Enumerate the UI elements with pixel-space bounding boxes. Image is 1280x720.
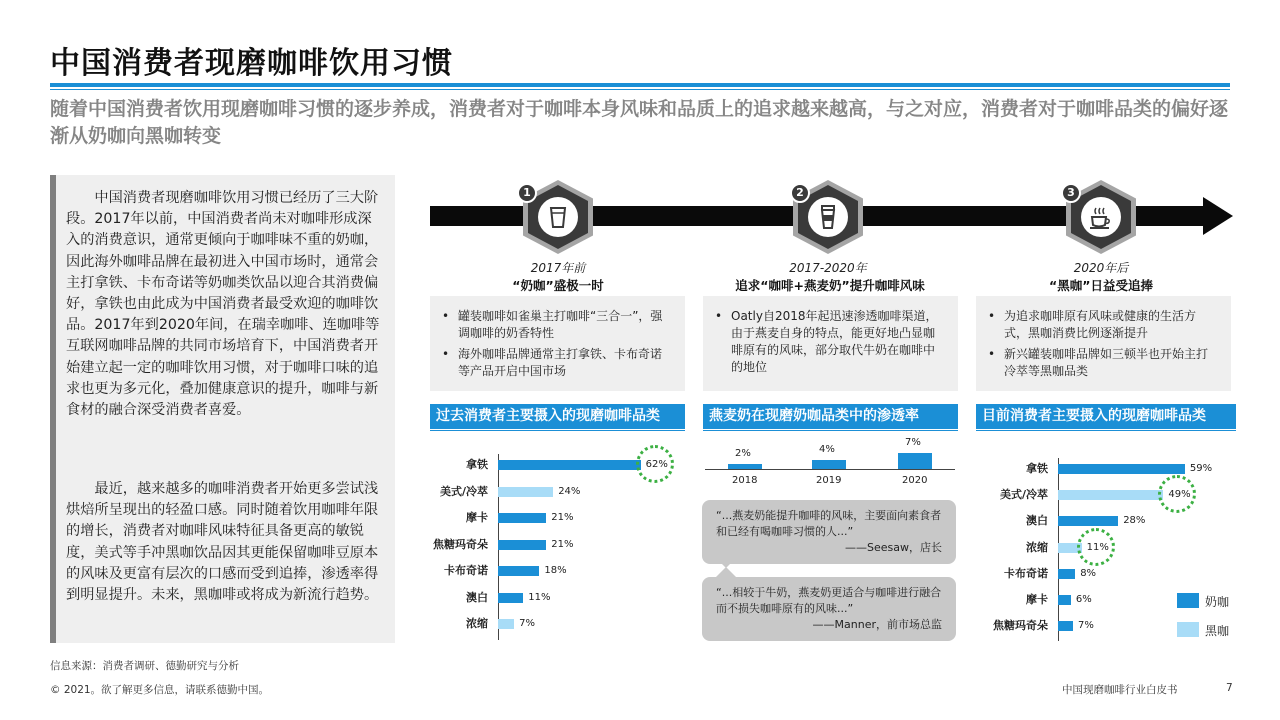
now-category-label: 拿铁 — [1026, 462, 1048, 475]
phase-1-bullet: • 罐装咖啡如雀巢主打咖啡“三合一”，强调咖啡的奶香特性 — [440, 308, 673, 342]
title-rule — [50, 83, 1230, 87]
step-badge-2: 2 — [790, 183, 810, 203]
phase-3-bullet: • 新兴罐装咖啡品牌如三顿半也开始主打冷萃等黑咖品类 — [986, 346, 1219, 380]
page-number: 7 — [1226, 682, 1233, 694]
title-rule-thin — [50, 89, 1230, 90]
legend-label-black: 黑咖 — [1205, 624, 1230, 638]
step-badge-1: 1 — [517, 183, 537, 203]
past-value-label: 18% — [544, 565, 567, 576]
past-category-label: 澳白 — [466, 590, 488, 604]
past-chart-heading: 过去消费者主要摄入的现磨咖啡品类 — [430, 404, 685, 429]
now-bar — [1058, 490, 1163, 500]
past-bar — [498, 487, 553, 497]
past-category-label: 焦糖玛奇朵 — [433, 537, 488, 551]
phase-2-box — [703, 296, 958, 391]
document-title: 中国现磨咖啡行业白皮书 — [1062, 684, 1178, 696]
oat-bar — [812, 460, 846, 469]
past-bar — [498, 619, 514, 629]
oat-bar — [728, 464, 762, 469]
quote-source: ——Seesaw，店长 — [845, 541, 942, 554]
now-category-label: 澳白 — [1026, 514, 1048, 528]
quote-manner — [702, 577, 956, 641]
quote-text: “...燕麦奶能提升咖啡的风味，主要面向素食者和已经有喝咖啡习惯的人...” — [716, 509, 942, 538]
past-bar — [498, 460, 641, 470]
now-value-label: 28% — [1123, 515, 1146, 527]
now-bar — [1058, 464, 1185, 474]
now-chart-heading: 目前消费者主要摄入的现磨咖啡品类 — [976, 404, 1236, 429]
cup-icon — [538, 197, 578, 237]
page-subtitle: 随着中国消费者饮用现磨咖啡习惯的逐步养成，消费者对于咖啡本身风味和品质上的追求越来越高，与之对应，消费者对于咖啡品类的偏好逐渐从奶咖向黑咖转变 — [50, 98, 1229, 147]
past-category-label: 卡布奇诺 — [444, 564, 488, 577]
past-bar — [498, 513, 546, 523]
phase-3-bullet: • 为追求咖啡原有风味或健康的生活方式，黑咖消费比例逐渐提升 — [986, 308, 1219, 342]
legend-swatch-milk — [1177, 593, 1199, 608]
phase-2-year: 2017-2020年 — [789, 261, 867, 275]
narrative-paragraph-1: 中国消费者现磨咖啡饮用习惯已经历了三大阶段。2017年以前，中国消费者尚未对咖啡形成深入的消费意识，通常更倾向于咖啡味不重的奶咖，因此海外咖啡品牌在最初进入中国市场时，通常会主打拿铁、卡布奇诺等奶咖类饮品以迎合其消费偏好，拿铁也由此成为中国消费者最受欢迎的咖啡饮品。2017年到2020年间，在瑞幸咖啡、连咖啡等互联网咖啡品牌的共同市场培育下，中国消费者开始建立起一定的咖啡饮用习惯，对于咖啡口味的追求也更为多元化，叠加健康意识的提升，咖啡与新食材的融合深受消费者喜爱。 — [66, 190, 380, 419]
oat-bar — [898, 453, 932, 469]
phase-1-box — [430, 296, 685, 391]
now-bar — [1058, 516, 1118, 526]
now-value-label: 7% — [1078, 620, 1094, 632]
phase-3-box — [976, 296, 1231, 391]
phase-1-bullet: • 海外咖啡品牌通常主打拿铁、卡布奇诺等产品开启中国市场 — [440, 346, 673, 380]
phase-2-bullet: • Oatly自2018年起迅速渗透咖啡渠道，由于燕麦自身的特点，能更好地凸显咖啡原有的风味，部分取代牛奶在咖啡中的地位 — [713, 308, 946, 376]
now-bar — [1058, 595, 1071, 605]
now-bar — [1058, 621, 1073, 631]
phase-3-year: 2020年后 — [1073, 261, 1129, 275]
phase-2-name: 追求“咖啡+燕麦奶”提升咖啡风味 — [735, 278, 925, 293]
source-note: 信息来源：消费者调研、德勤研究与分析 — [50, 660, 239, 672]
past-bar — [498, 540, 546, 550]
past-bar — [498, 593, 523, 603]
past-value-label: 24% — [558, 485, 581, 497]
past-heading-rule — [430, 430, 685, 431]
past-category-label: 浓缩 — [466, 617, 488, 630]
oat-value-label: 2% — [735, 448, 751, 460]
now-bar — [1058, 569, 1075, 579]
step-badge-3: 3 — [1061, 183, 1081, 203]
oat-value-label: 7% — [905, 436, 921, 448]
now-category-label: 美式/冷萃 — [999, 488, 1048, 502]
quote-text: “...相较于牛奶，燕麦奶更适合与咖啡进行融合而不损失咖啡原有的风味...” — [716, 586, 942, 615]
now-category-label: 摩卡 — [1026, 593, 1048, 606]
past-value-label: 11% — [528, 591, 551, 603]
phase-1-year: 2017年前 — [530, 261, 586, 275]
now-value-label: 6% — [1075, 594, 1092, 605]
now-value-label: 49% — [1168, 489, 1191, 501]
now-category-label: 浓缩 — [1026, 540, 1048, 554]
now-heading-rule — [976, 430, 1236, 431]
oat-year-label: 2018 — [732, 475, 758, 486]
now-highlight-circle — [1077, 528, 1115, 566]
oat-chart-heading: 燕麦奶在现磨奶咖品类中的渗透率 — [703, 404, 958, 429]
past-value-label: 21% — [551, 538, 574, 550]
copyright: © 2021。欲了解更多信息，请联系德勤中国。 — [50, 684, 270, 696]
now-highlight-circle — [1158, 475, 1196, 513]
past-value-label: 21% — [551, 512, 574, 523]
now-category-label: 卡布奇诺 — [1004, 566, 1048, 580]
past-category-label: 拿铁 — [466, 458, 488, 471]
oat-year-label: 2020 — [902, 475, 928, 486]
phase-1-name: “奶咖”盛极一时 — [512, 278, 604, 293]
oat-value-label: 4% — [819, 443, 835, 455]
quote-tail — [716, 567, 736, 577]
now-value-label: 8% — [1080, 567, 1097, 579]
phase-3-name: “黑咖”日益受追捧 — [1049, 278, 1153, 293]
now-value-label: 59% — [1189, 463, 1213, 474]
past-value-label: 7% — [519, 618, 535, 629]
now-value-label: 11% — [1086, 541, 1109, 553]
hot-coffee-icon — [1081, 197, 1121, 237]
legend-label-milk: 奶咖 — [1205, 595, 1230, 609]
takeaway-cup-icon — [808, 197, 848, 237]
oat-heading-rule — [703, 430, 958, 431]
narrative-panel — [50, 175, 395, 643]
page-title: 中国消费者现磨咖啡饮用习惯 — [50, 46, 453, 81]
oat-baseline — [705, 469, 955, 470]
narrative-paragraph-2: 最近，越来越多的咖啡消费者开始更多尝试浅烘焙所呈现出的轻盈口感。同时随着饮用咖啡年限的增长，消费者对咖啡风味特征具备更高的敏锐度，美式等手冲黑咖饮品因其更能保留咖啡豆原本的风味及更富有层次的口感而受到追捧，渗透率得到明显提升。未来，黑咖啡或将成为新流行趋势。 — [66, 481, 379, 604]
timeline-arrowhead — [1203, 197, 1233, 235]
legend-swatch-black — [1177, 622, 1199, 637]
quote-source: ——Manner，前市场总监 — [812, 618, 942, 631]
now-category-label: 焦糖玛奇朵 — [993, 619, 1048, 633]
past-bar — [498, 566, 539, 576]
oat-year-label: 2019 — [816, 475, 842, 486]
past-category-label: 美式/冷萃 — [439, 484, 488, 498]
past-highlight-circle — [636, 445, 674, 483]
past-category-label: 摩卡 — [466, 511, 488, 524]
past-value-label: 62% — [645, 459, 668, 470]
quote-seesaw — [702, 500, 956, 564]
